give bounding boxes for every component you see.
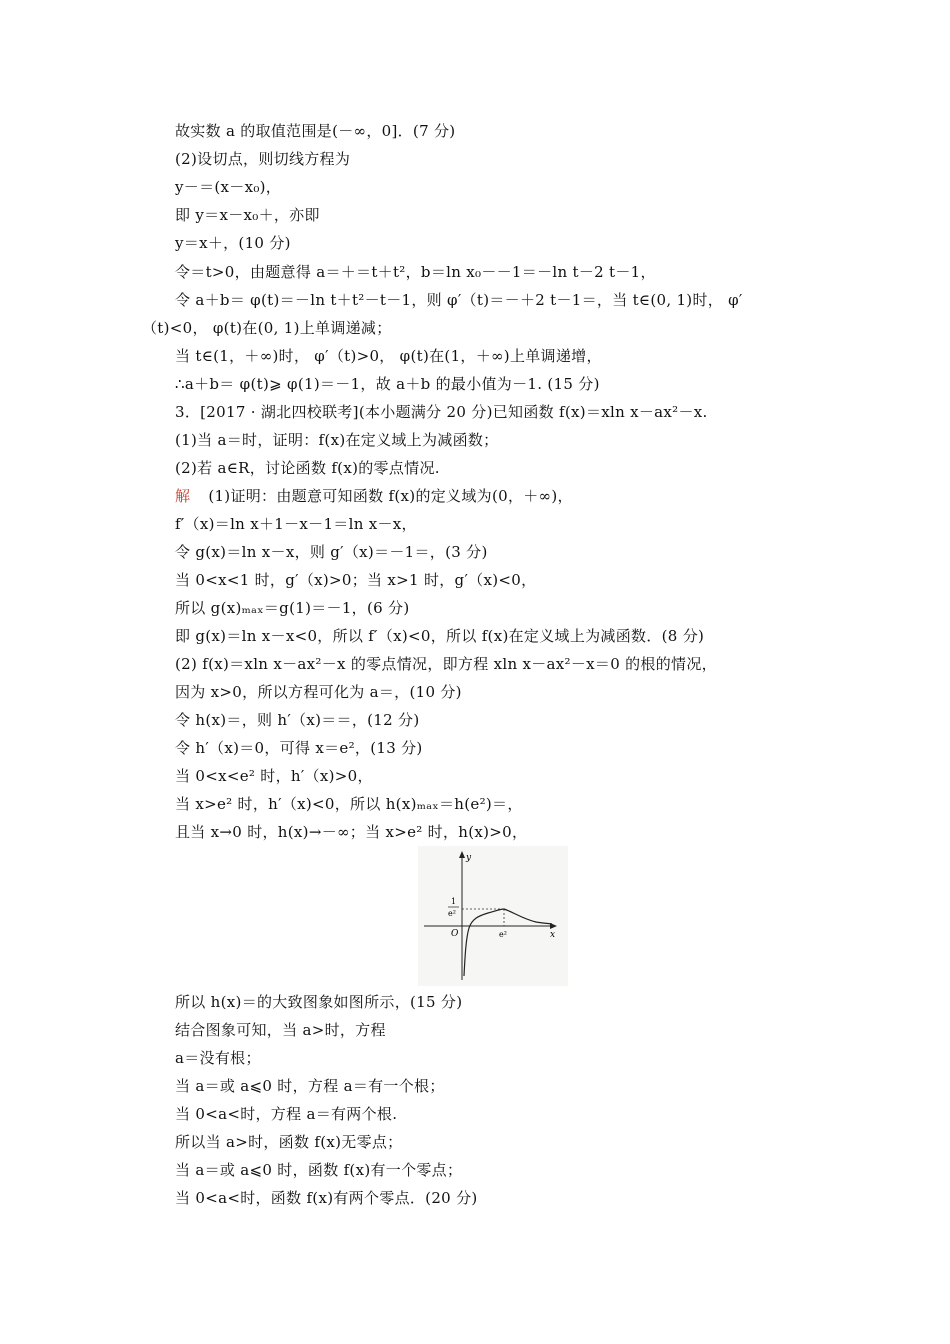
problem-heading: 3．[2017 · 湖北四校联考](本小题满分 20 分)已知函数 f(x)＝xln x－ax²－x. — [175, 403, 708, 421]
text-line: f′（x)＝ln x＋1－x－1＝ln x－x， — [175, 515, 417, 533]
text-line: 即 g(x)＝ln x－x<0，所以 f′（x)<0，所以 f(x)在定义域上为减函数．(8 分) — [175, 627, 705, 645]
text-line: 所以 g(x)ₘₐₓ＝g(1)＝－1，(6 分) — [175, 599, 410, 617]
text-line: a＝没有根； — [175, 1049, 261, 1067]
text-line: 当 a＝或 a⩽0 时，函数 f(x)有一个零点； — [175, 1161, 463, 1179]
text-line: 当 0<x<e² 时，h′（x)>0， — [175, 767, 373, 785]
y-axis-label: y — [466, 853, 472, 863]
text-line: 结合图象可知，当 a>时，方程 — [175, 1021, 386, 1039]
y-tick-denominator: e² — [448, 909, 456, 918]
text-line: 故实数 a 的取值范围是(－∞，0]．(7 分) — [175, 122, 456, 140]
text-line: 令 h′（x)＝0，可得 x＝e²，(13 分) — [175, 739, 423, 757]
function-graph-figure — [418, 846, 568, 986]
text-line: 当 0<a<时，函数 f(x)有两个零点．(20 分) — [175, 1189, 478, 1207]
text-line-wrapped: （t)<0， φ(t)在(0, 1)上单调递减； — [142, 319, 392, 337]
text-line: (2)设切点，则切线方程为 — [175, 150, 351, 168]
origin-label: O — [451, 929, 459, 939]
text-line: 当 x>e² 时，h′（x)<0，所以 h(x)ₘₐₓ＝h(e²)＝， — [175, 795, 523, 813]
problem-part: (2)若 a∈R，讨论函数 f(x)的零点情况. — [175, 459, 440, 477]
text-line: 因为 x>0，所以方程可化为 a＝，(10 分) — [175, 683, 462, 701]
x-tick-label: e² — [499, 930, 507, 939]
text-line: 令 h(x)＝，则 h′（x)＝＝，(12 分) — [175, 711, 420, 729]
figure-background — [418, 846, 568, 986]
solution-first-line — [175, 486, 573, 506]
text-line: 当 0<a<时，方程 a＝有两个根. — [175, 1105, 398, 1123]
text-line: 所以当 a>时，函数 f(x)无零点； — [175, 1133, 403, 1151]
text-line: 令 a＋b＝ φ(t)＝－ln t＋t²－t－1，则 φ′（t)＝－＋2 t－1＝，当 t∈(0, 1)时， φ′ — [175, 291, 743, 309]
text-line: 当 t∈(1，＋∞)时， φ′（t)>0， φ(t)在(1，＋∞)上单调递增， — [175, 347, 602, 365]
solution-label: 解 — [175, 487, 191, 505]
text-line: (2) f(x)＝xln x－ax²－x 的零点情况，即方程 xln x－ax²－x＝0 的根的情况， — [175, 655, 717, 673]
text-line: y＝x＋，(10 分) — [175, 234, 291, 252]
text-line: 即 y＝x－x₀＋，亦即 — [175, 206, 320, 224]
x-axis-label: x — [550, 930, 556, 940]
problem-part: (1)当 a＝时，证明：f(x)在定义域上为减函数； — [175, 431, 499, 449]
text-line: 所以 h(x)＝的大致图象如图所示，(15 分) — [175, 993, 463, 1011]
text-line: 当 0<x<1 时，g′（x)>0；当 x>1 时，g′（x)<0， — [175, 571, 537, 589]
solution-text: (1)证明：由题意可知函数 f(x)的定义域为(0，＋∞)， — [208, 487, 573, 505]
text-line: 令＝t>0，由题意得 a＝＋＝t＋t²，b＝ln x₀－－1＝－ln t－2 t－1， — [175, 263, 656, 281]
text-line: 当 a＝或 a⩽0 时，方程 a＝有一个根； — [175, 1077, 445, 1095]
text-line: y－＝(x－x₀)， — [175, 178, 282, 196]
text-line: 令 g(x)＝ln x－x，则 g′（x)＝－1＝，(3 分) — [175, 543, 488, 561]
text-line: ∴a＋b＝ φ(t)⩾ φ(1)＝－1，故 a＋b 的最小值为－1. (15 分) — [175, 375, 600, 393]
text-line: 且当 x→0 时，h(x)→－∞；当 x>e² 时，h(x)>0， — [175, 823, 528, 841]
y-tick-numerator: 1 — [451, 897, 457, 906]
